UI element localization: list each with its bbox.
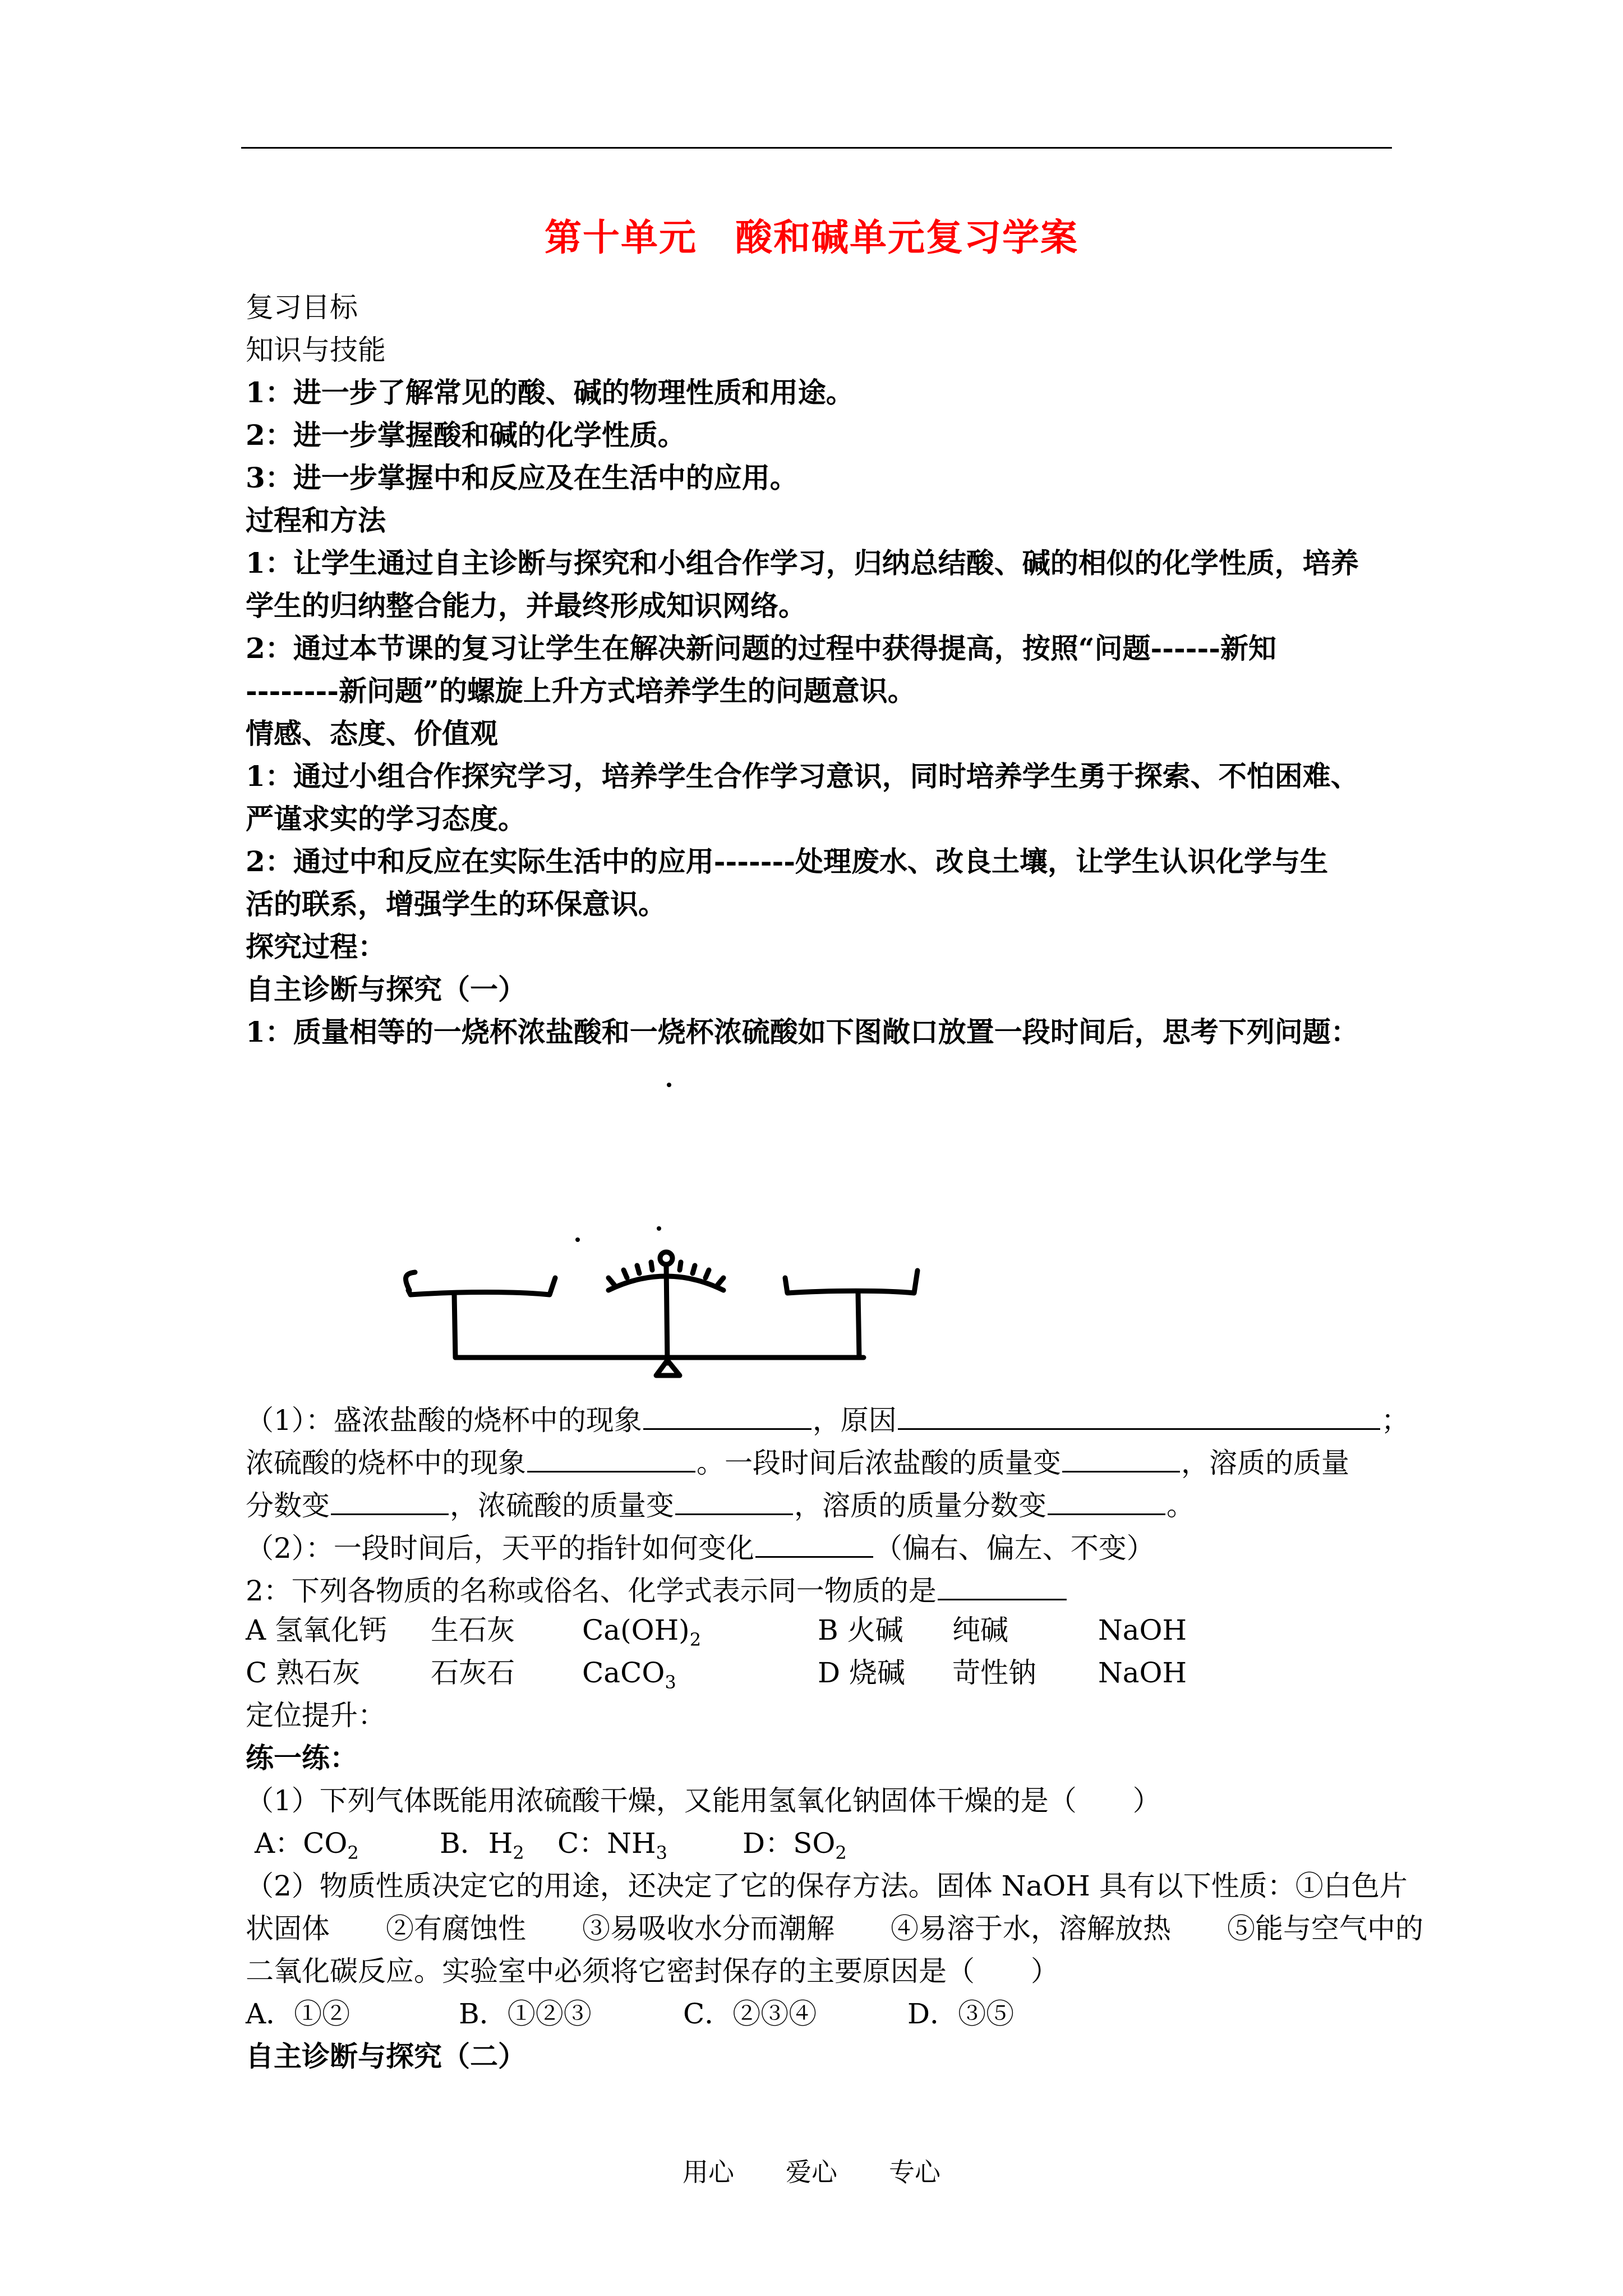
question-1-1-line: （1）：盛浓盐酸的烧杯中的现象 ，原因 ； xyxy=(246,1396,1384,1438)
emotion-line: 1：通过小组合作探究学习，培养学生合作学习意识，同时培养学生勇于探索、不怕困难、 xyxy=(246,760,1359,793)
practice-2-options-row: A．①② B．①②③ C．②③④ D．③⑤ xyxy=(246,1998,1015,2030)
process-line: 学生的归纳整合能力，并最终形成知识网络。 xyxy=(246,589,806,622)
page-title: 第十单元 酸和碱单元复习学案 xyxy=(545,216,1078,259)
answer-blank[interactable] xyxy=(527,1438,695,1473)
question-1-1-line: 浓硫酸的烧杯中的现象 。一段时间后浓盐酸的质量变 ，溶质的质量 xyxy=(246,1438,1384,1481)
knowledge-item: 1：进一步了解常见的酸、碱的物理性质和用途。 xyxy=(246,376,854,409)
speck xyxy=(657,1226,661,1231)
practice-question-2: 二氧化碳反应。实验室中必须将它密封保存的主要原因是（ ） xyxy=(246,1955,1059,1987)
right-pan-post xyxy=(858,1293,859,1358)
section-heading-2: 自主诊断与探究（二） xyxy=(246,2040,526,2073)
speck xyxy=(667,1083,671,1087)
question-1-1-line: 分数变 ，浓硫酸的质量变 ，溶质的质量分数变 。 xyxy=(246,1481,1384,1524)
pointer xyxy=(666,1265,667,1363)
question-1-2-line: （2）：一段时间后，天平的指针如何变化 （偏右、偏左、不变） xyxy=(246,1524,1384,1566)
practice-question-2: 状固体 ②有腐蚀性 ③易吸收水分而潮解 ④易溶于水，溶解放热 ⑤能与空气中的 xyxy=(246,1912,1423,1945)
knowledge-item: 3：进一步掌握中和反应及在生活中的应用。 xyxy=(246,461,798,494)
left-pan xyxy=(408,1278,555,1295)
answer-blank[interactable] xyxy=(938,1566,1067,1600)
process-line: 1：让学生通过自主诊断与探究和小组合作学习，归纳总结酸、碱的相似的化学性质，培养 xyxy=(246,546,1359,579)
emotion-line: 严谨求实的学习态度。 xyxy=(246,802,526,835)
right-pan xyxy=(785,1271,917,1293)
question-2: 2：下列各物质的名称或俗名、化学式表示同一物质的是 xyxy=(246,1566,1384,1609)
answer-blank[interactable] xyxy=(898,1396,1380,1430)
practice-question-1: （1）下列气体既能用浓硫酸干燥，又能用氢氧化钠固体干燥的是（ ） xyxy=(246,1784,1161,1817)
answer-blank[interactable] xyxy=(755,1524,873,1558)
answer-blank[interactable] xyxy=(331,1481,449,1515)
page-footer: 用心 爱心 专心 xyxy=(683,2157,940,2187)
emotion-line: 活的联系，增强学生的环保意识。 xyxy=(246,887,666,921)
balance-scale-figure xyxy=(393,1060,953,1391)
process-line: 2：通过本节课的复习让学生在解决新问题的过程中获得提高，按照“问题------新知 xyxy=(246,632,1277,665)
answer-blank[interactable] xyxy=(1048,1481,1165,1515)
process-line: --------新问题”的螺旋上升方式培养学生的问题意识。 xyxy=(246,674,916,707)
header-rule xyxy=(241,147,1392,149)
answer-blank[interactable] xyxy=(1062,1438,1180,1473)
practice-1-options-row: A：$CO_2$ B．$H_2$ C：$NH_3$ D：$SO_2$ xyxy=(255,1827,847,1864)
question-2-options-row: C 熟石灰 石灰石 CaCO$_3$ D 烧碱 苛性钠 NaOH xyxy=(246,1657,1187,1693)
left-pan-edge xyxy=(405,1272,415,1290)
left-pan-post xyxy=(454,1294,455,1358)
inquiry-heading: 探究过程： xyxy=(246,930,386,963)
section-heading-1: 自主诊断与探究（一） xyxy=(246,973,526,1006)
locate-heading: 定位提升： xyxy=(246,1699,386,1732)
answer-blank[interactable] xyxy=(643,1396,811,1430)
knowledge-heading: 知识与技能 xyxy=(246,334,386,366)
question-2-options-row: A 氢氧化钙 生石灰 $Ca(OH)_2$ B 火碱 纯碱 NaOH xyxy=(246,1614,1187,1650)
knowledge-item: 2：进一步掌握酸和碱的化学性质。 xyxy=(246,418,686,452)
objectives-heading: 复习目标 xyxy=(246,291,358,324)
question-1: 1：质量相等的一烧杯浓盐酸和一烧杯浓硫酸如下图敞口放置一段时间后，思考下列问题： xyxy=(246,1015,1359,1048)
practice-heading: 练一练： xyxy=(246,1741,358,1774)
fulcrum xyxy=(656,1360,680,1375)
process-heading: 过程和方法 xyxy=(246,504,386,537)
answer-blank[interactable] xyxy=(675,1481,793,1515)
speck xyxy=(575,1237,580,1242)
practice-question-2: （2）物质性质决定它的用途，还决定了它的保存方法。固体 NaOH 具有以下性质：①白色片 xyxy=(246,1870,1408,1902)
emotion-line: 2：通过中和反应在实际生活中的应用-------处理废水、改良土壤，让学生认识化学与生 xyxy=(246,845,1329,878)
emotion-heading: 情感、态度、价值观 xyxy=(246,717,498,750)
